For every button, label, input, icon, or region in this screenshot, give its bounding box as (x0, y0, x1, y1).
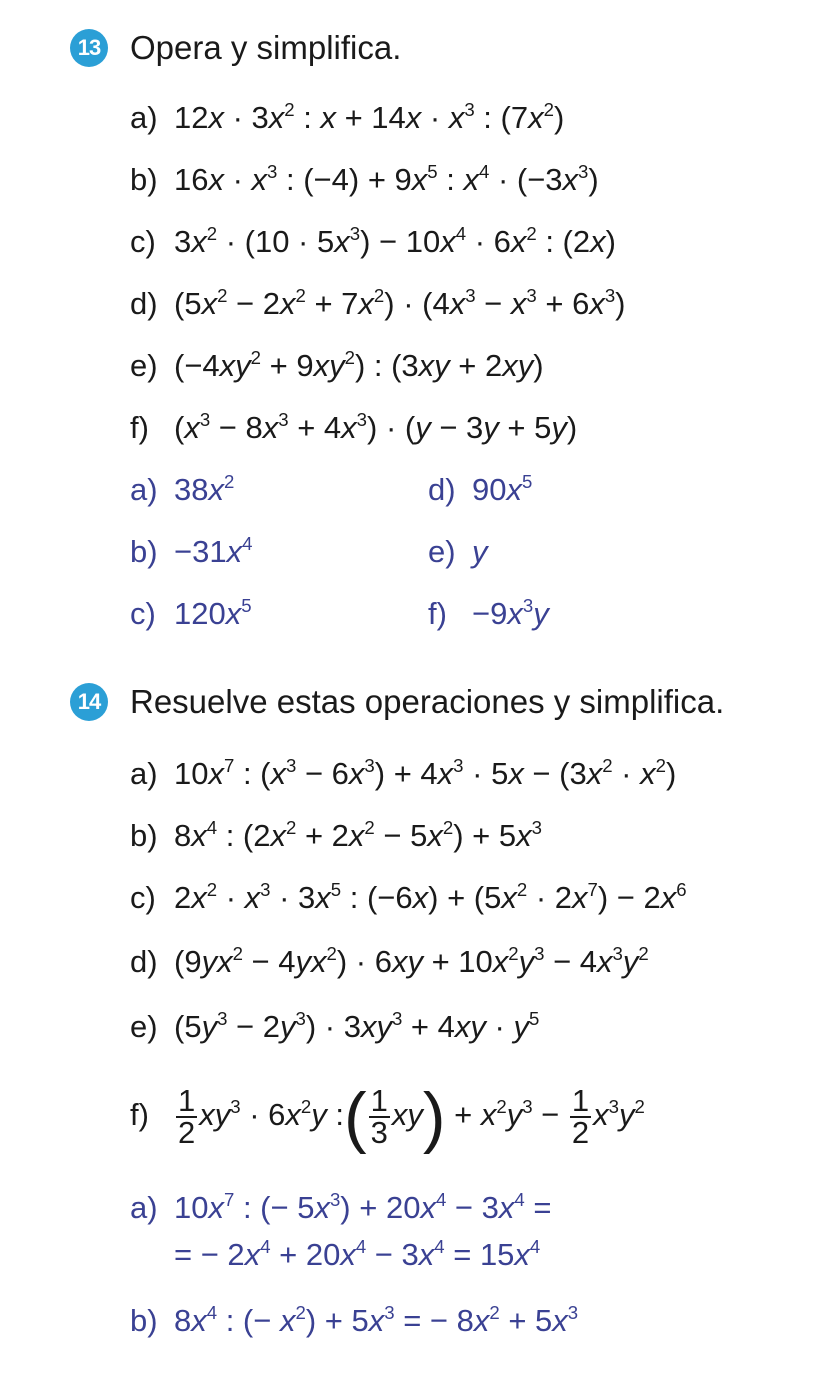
problem-13e: e) $(-4xy^2 + 9xy^2)$ : (3xy + 2xy) (130, 346, 544, 383)
problem-label: f) (130, 1097, 149, 1132)
answer-label: a) (130, 1190, 158, 1225)
problem-label: b) (130, 818, 158, 853)
answer-13c: c) $120x^5$ (130, 594, 252, 631)
problem-label: c) (130, 880, 156, 915)
answer-label: f) (428, 596, 447, 631)
answer-label: b) (130, 534, 158, 569)
problem-label: f) (130, 410, 149, 445)
problem-label: a) (130, 756, 158, 791)
exercise-title: Opera y simplifica. (130, 29, 402, 66)
exercise-title: Resuelve estas operaciones y simplifica. (130, 683, 725, 720)
exercise-13-header (70, 29, 401, 67)
answer-13a: a) $38x^2$ (130, 470, 235, 507)
problem-label: b) (130, 162, 158, 197)
problem-13d: d) $(5x^2 - 2x^2 + 7x^2) \cdot (4x^3 - x^3 + 6x^3)$ (130, 284, 626, 321)
answer-label: c) (130, 596, 156, 631)
problem-14d: d) $(9yx^2 - 4yx^2) \cdot 6xy + 10x^2y^3 - 4x^3y^2$ (130, 942, 649, 979)
exercise-number-badge: 13 (70, 29, 108, 67)
answer-14b: b) $8x^4$ : (− $x^2) + 5x^3$ = − $8x^2 + 5x^3$ (130, 1301, 579, 1338)
problem-13f: f) $(x^3 - 8x^3 + 4x^3) \cdot (y - 3y + 5y)$ (130, 408, 578, 445)
problem-14f: f) $\frac{1}{2}$ $xy^3 \cdot 6x^2y$ :( $\frac{1}{3}$ $xy) + x^2y^3$ − $\frac{1}{2}$ $x^3y^2$ (130, 1075, 645, 1155)
answer-13f: $f) -9x^3y$ (428, 594, 549, 631)
answer-14a-continuation: = − $2x^4 + 20x^4 - 3x^4 = 15x^4$ (174, 1235, 541, 1272)
problem-label: e) (130, 348, 158, 383)
exercise-14-header (70, 683, 724, 721)
answer-label: d) (428, 472, 456, 507)
problem-13b: b) $16x \cdot x^3$ : $(-4) + 9x^5$ : $x^4 \cdot (-3x^3)$ (130, 160, 599, 197)
problem-14b: b) $8x^4$ : $(2x^2 + 2x^2 - 5x^2) + 5x^3$ (130, 816, 542, 853)
problem-14a: a) $10x^7$ : $(x^3 - 6x^3) + 4x^3 \cdot 5x - (3x^2 \cdot x^2)$ (130, 754, 677, 791)
exercise-number-badge: 14 (70, 683, 108, 721)
problem-14e: e) $(5y^3 - 2y^3) \cdot 3xy^3 + 4xy \cdot y^5$ (130, 1007, 540, 1044)
problem-label: d) (130, 286, 158, 321)
answer-label: a) (130, 472, 158, 507)
answer-13e: e) y (428, 534, 488, 569)
answer-label: e) (428, 534, 456, 569)
answer-label: b) (130, 1303, 158, 1338)
problem-13a: a) $12x \cdot 3x^2$ : $x + 14x \cdot x^3$ : $(7x^2)$ (130, 98, 565, 135)
problem-label: d) (130, 944, 158, 979)
problem-label: e) (130, 1009, 158, 1044)
answer-13b: $b) -31x^4$ (130, 532, 253, 569)
answer-13d: d) $90x^5$ (428, 470, 533, 507)
problem-14c: c) $2x^2 \cdot x^3 \cdot 3x^5$ : $(-6x) + (5x^2 \cdot 2x^7) - 2x^6$ (130, 878, 687, 915)
answer-14a: a) $10x^7$ : (− $5x^3) + 20x^4 - 3x^4$ = (130, 1188, 552, 1225)
problem-label: c) (130, 224, 156, 259)
problem-label: a) (130, 100, 158, 135)
problem-13c: c) $3x^2 \cdot (10 \cdot 5x^3) - 10x^4 \cdot 6x^2$ : (2x) (130, 222, 616, 259)
